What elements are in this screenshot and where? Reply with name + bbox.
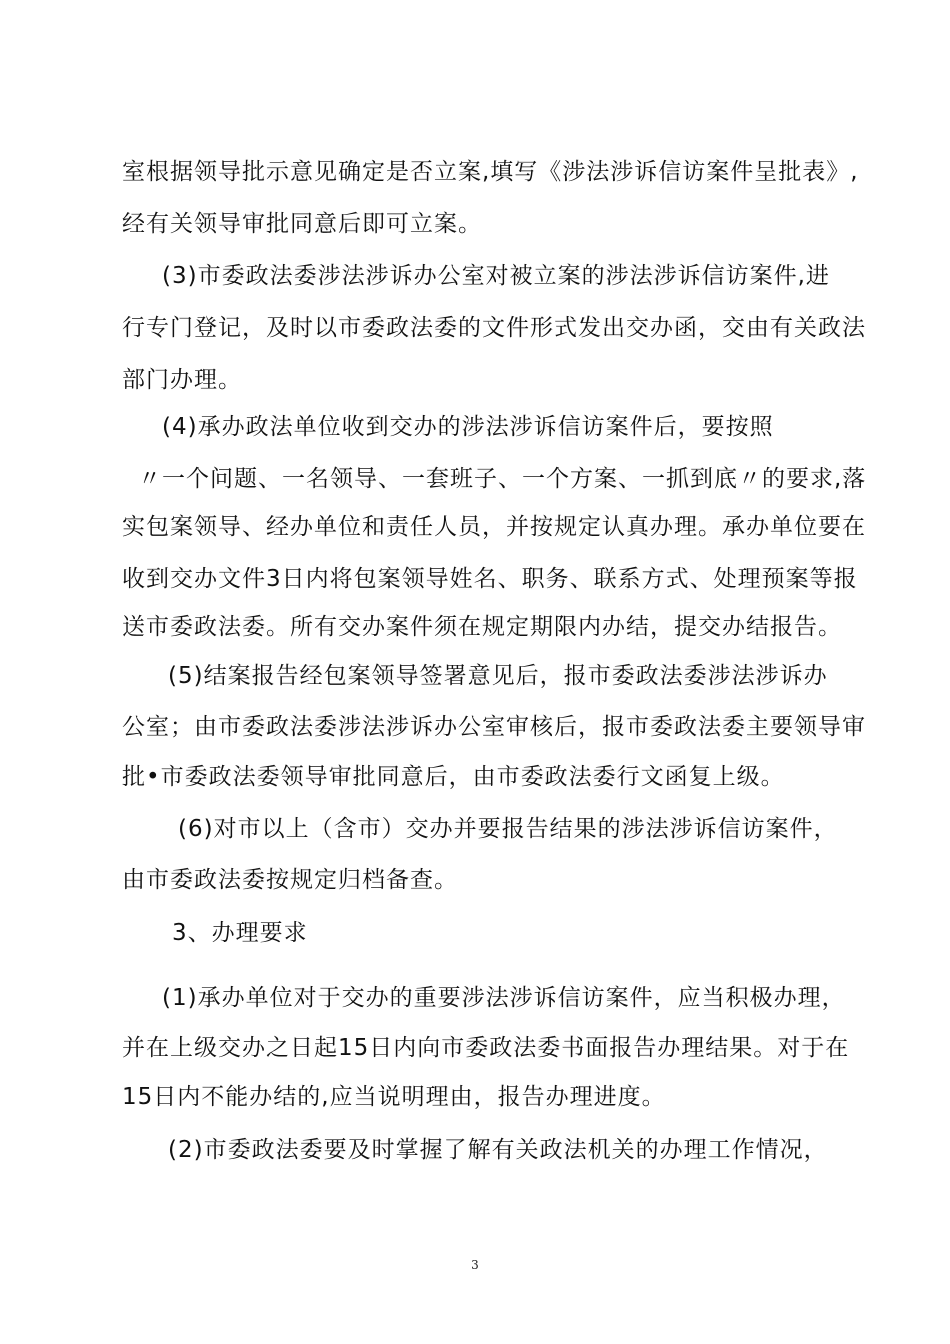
text-line: 部门办理。 (122, 367, 242, 393)
text-line: 行专门登记，及时以市委政法委的文件形式发出交办函，交由有关政法 (122, 315, 866, 341)
text-line: (1)承办单位对于交办的重要涉法涉诉信访案件，应当积极办理， (162, 985, 846, 1011)
text-line: 由市委政法委按规定归档备查。 (122, 867, 458, 893)
text-line: (5)结案报告经包案领导签署意见后，报市委政法委涉法涉诉办 (168, 663, 828, 689)
text-line: 并在上级交办之日起15日内向市委政法委书面报告办理结果。对于在 (122, 1035, 850, 1061)
text-line: (2)市委政法委要及时掌握了解有关政法机关的办理工作情况， (168, 1137, 828, 1163)
text-line: 送市委政法委。所有交办案件须在规定期限内办结，提交办结报告。 (122, 614, 842, 640)
text-line: (6)对市以上（含市）交办并要报告结果的涉法涉诉信访案件， (178, 816, 838, 842)
page-number: 3 (471, 1258, 479, 1272)
text-line: 批•市委政法委领导审批同意后，由市委政法委行文函复上级。 (122, 764, 785, 790)
text-line: 〃一个问题、一名领导、一套班子、一个方案、一抓到底〃的要求,落 (138, 466, 867, 492)
text-line: 公室；由市委政法委涉法涉诉办公室审核后，报市委政法委主要领导审 (122, 714, 866, 740)
text-line: 收到交办文件3日内将包案领导姓名、职务、联系方式、处理预案等报 (122, 566, 858, 592)
text-line: 15日内不能办结的,应当说明理由，报告办理进度。 (122, 1084, 666, 1110)
text-line: 经有关领导审批同意后即可立案。 (122, 211, 482, 237)
section-heading: 3、办理要求 (172, 920, 308, 946)
text-line: 实包案领导、经办单位和责任人员，并按规定认真办理。承办单位要在 (122, 514, 866, 540)
text-line: (4)承办政法单位收到交办的涉法涉诉信访案件后，要按照 (162, 414, 774, 440)
text-line: (3)市委政法委涉法涉诉办公室对被立案的涉法涉诉信访案件,进 (162, 263, 830, 289)
text-line: 室根据领导批示意见确定是否立案,填写《涉法涉诉信访案件呈批表》, (122, 159, 859, 185)
